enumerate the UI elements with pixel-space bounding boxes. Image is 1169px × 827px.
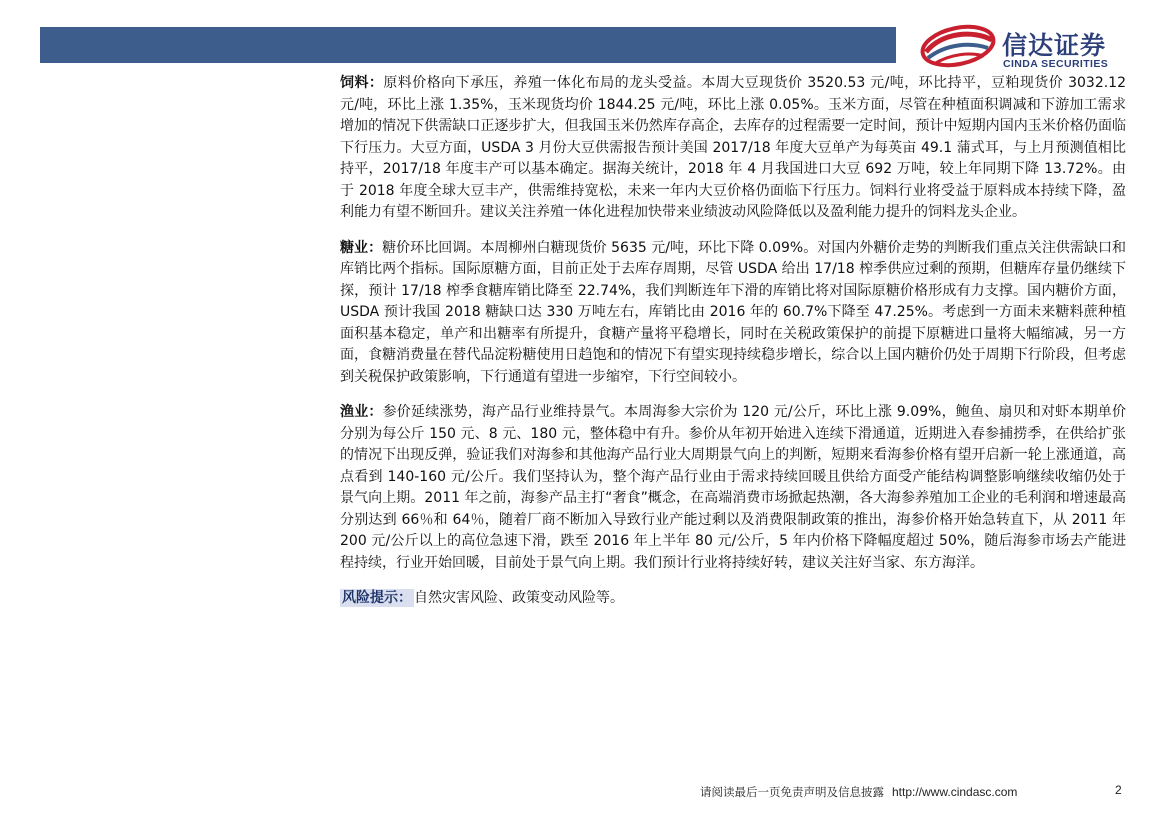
brand-logo <box>918 18 1158 74</box>
footer-url-link[interactable]: http://www.cindasc.com <box>892 785 1018 799</box>
report-body <box>340 73 1126 610</box>
header-bar <box>40 27 896 63</box>
fishery-label: 渔业： <box>340 404 383 420</box>
sugar-text: 糖价环比回调。本周柳州白糖现货价 5635 元/吨，环比下降 0.09%。对国内外糖价走势的判断我们重点关注供需缺口和库销比两个指标。国际原糖方面，目前正处于去库存周期，尽管 USDA 给出 17/18 榨季供应过剩的预期，但糖库存量仍继续下探，预计 17/18 榨季食糖库销比降至 22.74%，我们判断连年下滑的库销比将对国际原糖价格形成有力支撑。国内糖价方面，USDA 预计我国 2018 糖缺口达 330 万吨左右，库销比由 2016 年的 60.7%下降至 47.25%。考虑到一方面未来糖料蔗种植面积基本稳定，单产和出糖率有所提升，食糖产量将平稳增长，同时在关税政策保护的前提下原糖进口量将大幅缩减，另一方面，食糖消费量在替代品淀粉糖使用日趋饱和的情况下有望实现持续稳步增长，综合以上国内糖价仍处于周期下行阶段，但考虑到关税保护政策影响，下行通道有望进一步缩窄，下行空间较小。 <box>340 239 1127 385</box>
page-number: 2 <box>1115 783 1122 797</box>
fishery-text: 参价延续涨势，海产品行业维持景气。本周海参大宗价为 120 元/公斤，环比上涨 9.09%，鲍鱼、扇贝和对虾本期单价分别为每公斤 150 元、8 元、180 元，整体稳中有升。参价从年初开始进入连续下滑通道，近期进入春参捕捞季，在供给扩张的情况下出现反弹，验证我们对海参和其他海产品行业大周期景气向上的判断，短期来看海参价格有望开启新一轮上涨通道，高点看到 140-160 元/公斤。我们坚持认为，整个海产品行业由于需求持续回暖且供给方面受产能结构调整影响继续收缩仍处于景气向上期。2011 年之前，海参产品主打“奢食”概念，在高端消费市场掀起热潮，各大海参养殖加工企业的毛利润和增速最高分别达到 66％和 64％，随着厂商不断加入导致行业产能过剩以及消费限制政策的推出，海参价格开始急转直下，从 2011 年 200 元/公斤以上的高位急速下滑，跌至 2016 年上半年 80 元/公斤，5 年内价格下降幅度超过 50%，随后海参市场去产能进程持续，行业开始回暖，目前处于景气向上期。我们预计行业将持续好转，建议关注好当家、东方海洋。 <box>340 404 1126 571</box>
feed-label: 饲料： <box>340 75 384 91</box>
feed-paragraph <box>340 73 1126 224</box>
logo-english-text: CINDA SECURITIES <box>1003 58 1109 70</box>
logo-chinese-text: 信达证券 <box>1002 31 1107 60</box>
risk-label: 风险提示： <box>342 590 412 606</box>
risk-text: 自然灾害风险、政策变动风险等。 <box>414 590 624 606</box>
feed-text: 原料价格向下承压，养殖一体化布局的龙头受益。本周大豆现货价 3520.53 元/吨，环比持平，豆粕现货价 3032.12 元/吨，环比上涨 1.35%，玉米现货均价 1844.25 元/吨，环比上涨 0.05%。玉米方面，尽管在种植面积调减和下游加工需求增加的情况下供需缺口正逐步扩大，但我国玉米仍然库存高企，去库存的过程需要一定时间，预计中短期内国内玉米价格仍面临下行压力。大豆方面，USDA 3 月份大豆供需报告预计美国 2017/18 年度大豆单产为每英亩 49.1 蒲式耳，与上月预测值相比持平，2017/18 年度丰产可以基本确定。据海关统计，2018 年 4 月我国进口大豆 692 万吨，较上年同期下降 13.72%。由于 2018 年度全球大豆丰产，供需维持宽松，未来一年内大豆价格仍面临下行压力。饲料行业将受益于原料成本持续下降，盈利能力有望不断回升。建议关注养殖一体化进程加快带来业绩波动风险降低以及盈利能力提升的饲料龙头企业。 <box>340 75 1126 220</box>
risk-paragraph <box>340 588 1126 610</box>
fishery-paragraph <box>340 402 1126 574</box>
cinda-swoosh-logo-icon <box>918 18 998 74</box>
sugar-label: 糖业： <box>340 239 383 256</box>
footer-disclaimer: 请阅读最后一页免责声明及信息披露 <box>700 785 884 799</box>
footer <box>700 784 1017 800</box>
sugar-paragraph <box>340 238 1126 389</box>
